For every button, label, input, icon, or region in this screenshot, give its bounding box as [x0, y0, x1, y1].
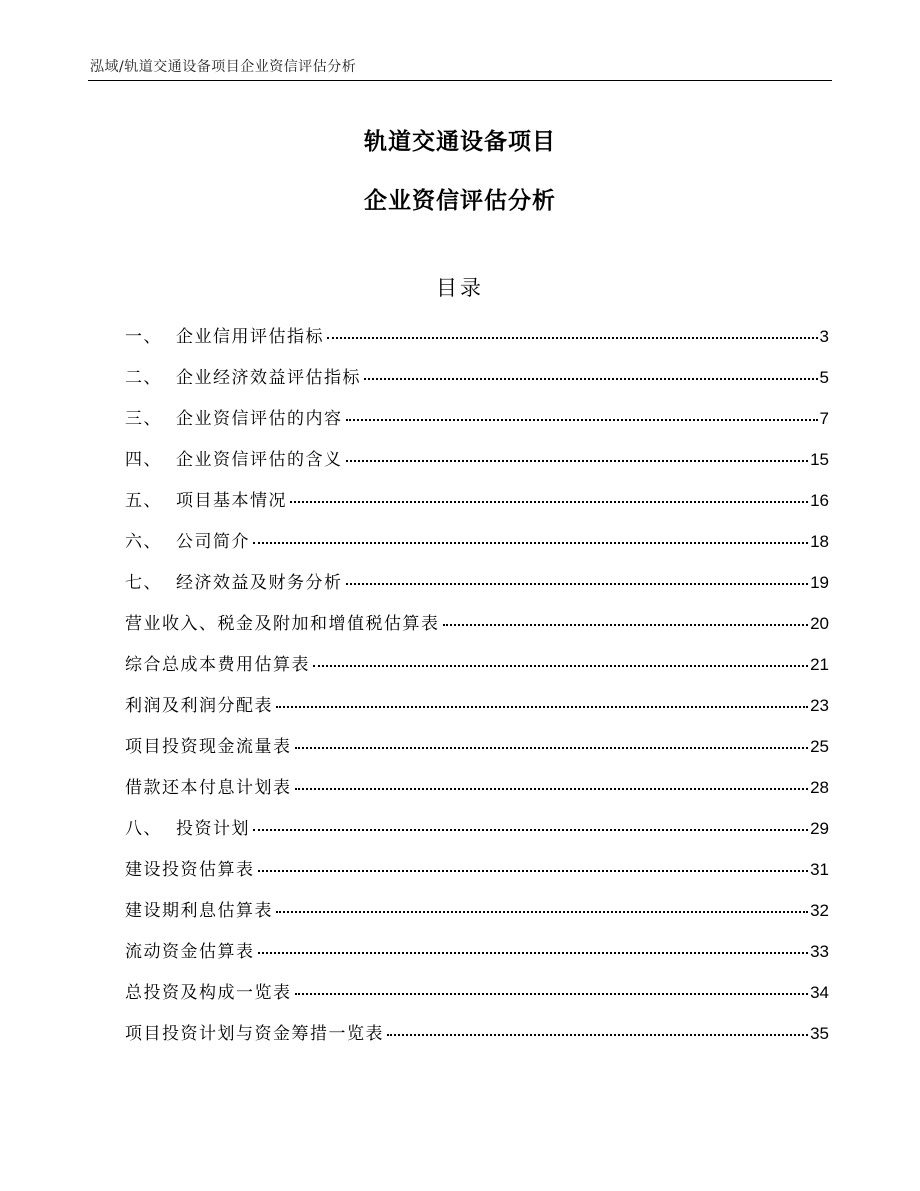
- toc-entry-label: 建设期利息估算表: [125, 901, 273, 921]
- toc-entry-number: 三、: [125, 409, 162, 429]
- toc-entry-number: 二、: [125, 368, 162, 388]
- toc-entry-label: 经济效益及财务分析: [176, 573, 343, 593]
- toc-entry[interactable]: [125, 773, 829, 814]
- toc-entry-label: 流动资金估算表: [125, 942, 255, 962]
- toc-entry-label: 项目基本情况: [176, 491, 287, 511]
- toc-dot-leader: [364, 378, 818, 380]
- toc-entry-page-number: 28: [810, 778, 829, 797]
- toc-entry-label: 利润及利润分配表: [125, 696, 273, 716]
- toc-entry-page-number: 29: [810, 819, 829, 838]
- toc-dot-leader: [346, 460, 809, 462]
- document-title-line2: 企业资信评估分析: [364, 188, 556, 214]
- toc-entry-number: 四、: [125, 450, 162, 470]
- toc-dot-leader: [253, 829, 808, 831]
- toc-entry-number: 八、: [125, 819, 162, 839]
- toc-dot-leader: [327, 337, 818, 339]
- toc-entry-label: 项目投资计划与资金筹措一览表: [125, 1024, 384, 1044]
- toc-dot-leader: [295, 993, 809, 995]
- toc-entry-page-number: 31: [810, 860, 829, 879]
- toc-entry-page-number: 34: [810, 983, 829, 1002]
- toc-dot-leader: [258, 952, 809, 954]
- toc-entry-number: 七、: [125, 573, 162, 593]
- toc-entry-label: 项目投资现金流量表: [125, 737, 292, 757]
- toc-dot-leader: [276, 911, 808, 913]
- toc-dot-leader: [290, 501, 808, 503]
- toc-entry[interactable]: [125, 1019, 829, 1060]
- toc-entry-page-number: 35: [810, 1024, 829, 1043]
- toc-entry-page-number: 19: [810, 573, 829, 592]
- document-title-line1: 轨道交通设备项目: [364, 129, 556, 155]
- toc-dot-leader: [387, 1034, 808, 1036]
- toc-entry-label: 总投资及构成一览表: [125, 983, 292, 1003]
- toc-entry-label: 企业资信评估的内容: [176, 409, 343, 429]
- toc-entry[interactable]: [125, 568, 829, 609]
- running-header: 泓域/轨道交通设备项目企业资信评估分析: [90, 59, 357, 75]
- toc-entry[interactable]: [125, 404, 829, 445]
- toc-entry[interactable]: [125, 322, 829, 363]
- toc-dot-leader: [346, 583, 809, 585]
- toc-entry-page-number: 32: [810, 901, 829, 920]
- toc-entry[interactable]: [125, 855, 829, 896]
- toc-entry-label: 综合总成本费用估算表: [125, 655, 310, 675]
- toc-dot-leader: [258, 870, 809, 872]
- toc-entry[interactable]: [125, 445, 829, 486]
- toc-dot-leader: [295, 788, 809, 790]
- toc-entry-page-number: 5: [819, 368, 829, 387]
- toc-entry-page-number: 33: [810, 942, 829, 961]
- header-rule: [88, 80, 832, 81]
- toc-entry-label: 投资计划: [176, 819, 250, 839]
- toc-entry[interactable]: [125, 650, 829, 691]
- toc-dot-leader: [295, 747, 809, 749]
- toc-dot-leader: [346, 419, 818, 421]
- toc-entry-number: 六、: [125, 532, 162, 552]
- toc-entry-page-number: 20: [810, 614, 829, 633]
- toc-entry[interactable]: [125, 691, 829, 732]
- toc-dot-leader: [443, 624, 809, 626]
- toc-entry[interactable]: [125, 609, 829, 650]
- table-of-contents: [125, 322, 829, 1060]
- toc-entry-label: 公司简介: [176, 532, 250, 552]
- toc-entry-label: 借款还本付息计划表: [125, 778, 292, 798]
- toc-entry-number: 五、: [125, 491, 162, 511]
- toc-entry[interactable]: [125, 937, 829, 978]
- toc-entry-label: 营业收入、税金及附加和增值税估算表: [125, 614, 440, 634]
- toc-entry[interactable]: [125, 363, 829, 404]
- toc-entry-page-number: 25: [810, 737, 829, 756]
- toc-entry[interactable]: [125, 896, 829, 937]
- toc-entry[interactable]: [125, 732, 829, 773]
- toc-entry-label: 企业资信评估的含义: [176, 450, 343, 470]
- toc-entry[interactable]: [125, 978, 829, 1019]
- toc-dot-leader: [313, 665, 808, 667]
- toc-entry-page-number: 16: [810, 491, 829, 510]
- toc-dot-leader: [253, 542, 808, 544]
- toc-entry-label: 企业经济效益评估指标: [176, 368, 361, 388]
- toc-entry[interactable]: [125, 814, 829, 855]
- toc-dot-leader: [276, 706, 808, 708]
- toc-entry-page-number: 23: [810, 696, 829, 715]
- toc-entry-label: 建设投资估算表: [125, 860, 255, 880]
- toc-entry[interactable]: [125, 527, 829, 568]
- toc-entry-page-number: 15: [810, 450, 829, 469]
- toc-entry-page-number: 3: [819, 327, 829, 346]
- toc-entry-page-number: 21: [810, 655, 829, 674]
- toc-entry-page-number: 7: [819, 409, 829, 428]
- toc-entry-page-number: 18: [810, 532, 829, 551]
- toc-entry-label: 企业信用评估指标: [176, 327, 324, 347]
- toc-heading: 目录: [436, 276, 484, 300]
- toc-entry[interactable]: [125, 486, 829, 527]
- toc-entry-number: 一、: [125, 327, 162, 347]
